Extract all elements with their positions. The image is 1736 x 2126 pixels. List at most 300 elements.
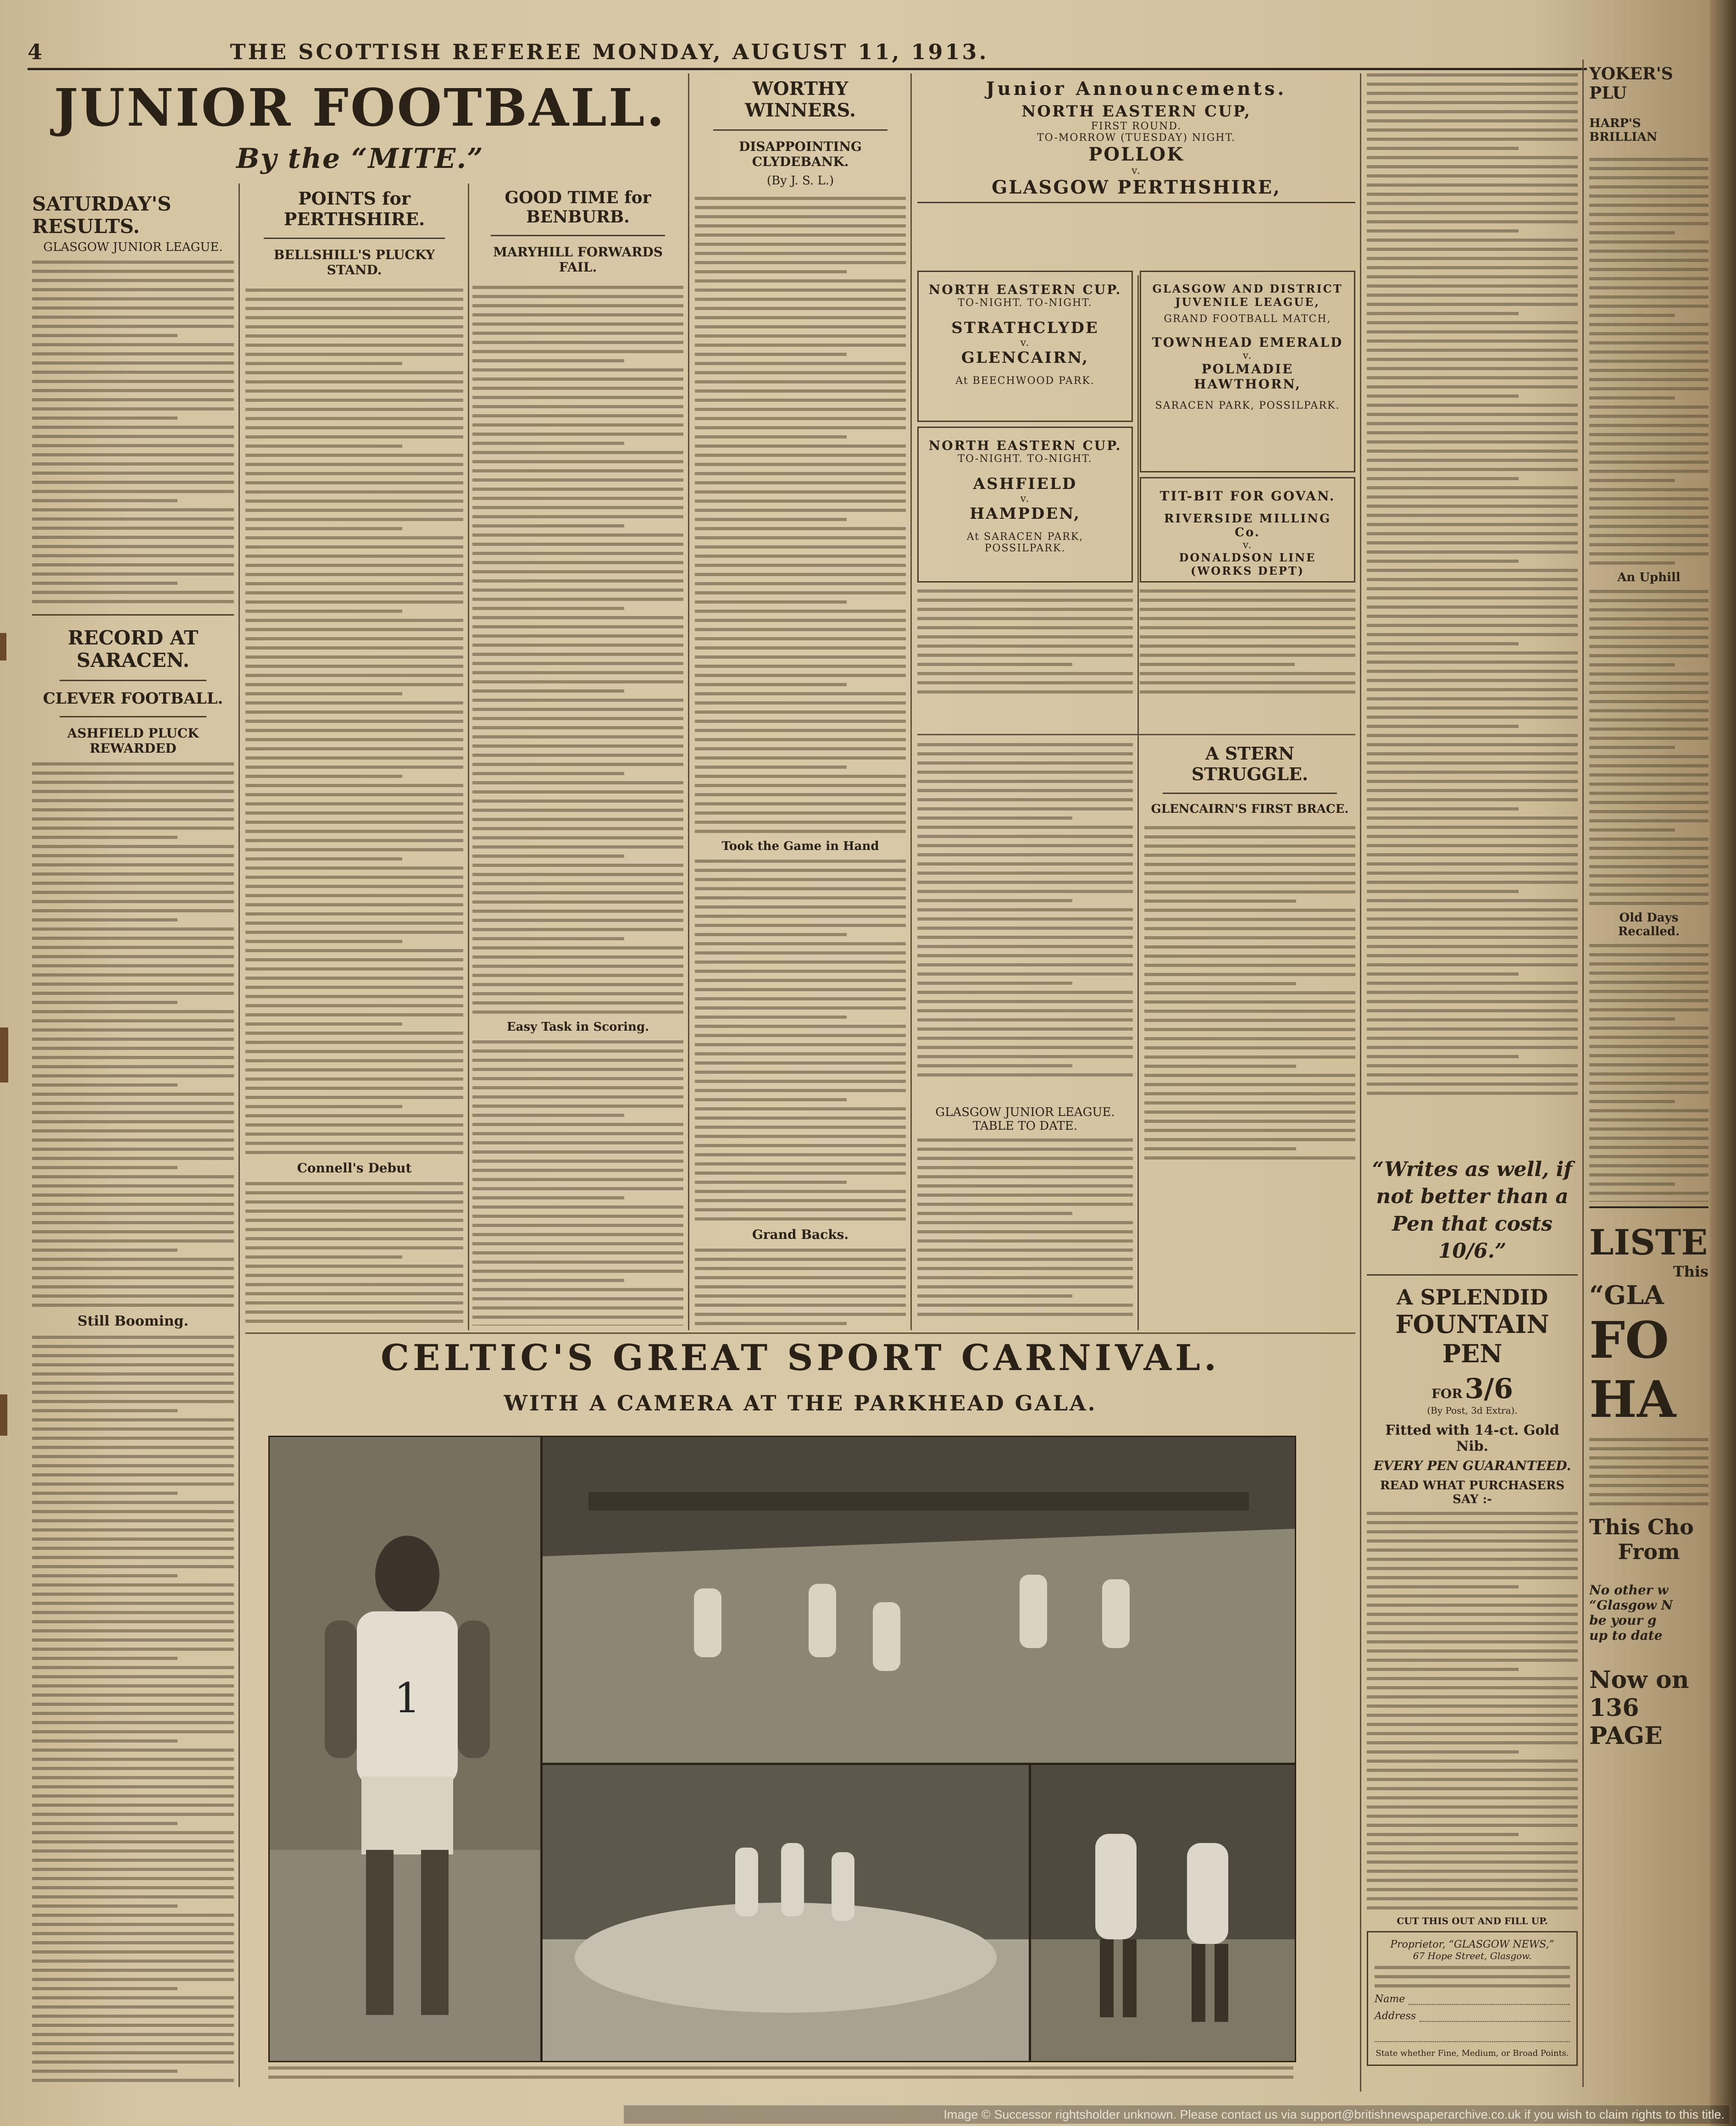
ad-cup: NORTH EASTERN CUP. (928, 438, 1122, 453)
text-line (32, 1794, 234, 1798)
text-line (695, 224, 906, 228)
text-line (32, 426, 234, 429)
text-line (32, 1418, 234, 1421)
text-line (695, 830, 906, 833)
text-line (1589, 1127, 1708, 1131)
text-line (472, 653, 683, 656)
text-line (1589, 360, 1708, 363)
text-line (1144, 899, 1296, 903)
text-line (1144, 1120, 1355, 1123)
text-line (1367, 211, 1578, 214)
text-line (472, 1001, 683, 1005)
text-line (917, 1148, 1133, 1151)
text-line (1144, 973, 1355, 976)
text-line (245, 1246, 463, 1249)
text-line (32, 918, 177, 921)
ad-team2: GLENCAIRN, (961, 349, 1089, 367)
text-line (917, 963, 1133, 966)
text-line (695, 399, 906, 402)
text-line (472, 1059, 683, 1062)
text-line (32, 2070, 177, 2073)
text-line (695, 665, 906, 668)
text-line (1367, 385, 1578, 389)
text-line (32, 1822, 177, 1825)
text-line (695, 1034, 906, 1037)
text-line (245, 545, 463, 549)
text-line (1589, 883, 1708, 887)
text-line (1367, 266, 1578, 269)
text-line (1367, 339, 1578, 343)
text-line (1144, 1037, 1355, 1040)
text-line (695, 1144, 906, 1147)
text-line (1367, 495, 1578, 499)
text-line (695, 472, 906, 475)
text-line (245, 866, 463, 870)
cut-heading-3: “GLA (1589, 1280, 1664, 1310)
column-rule (468, 183, 469, 1330)
ad-purchasers: READ WHAT PURCHASERS SAY :- (1380, 1478, 1565, 1506)
easy-task-text (472, 1040, 683, 1326)
cut-heading-5: HA (1589, 1370, 1676, 1429)
text-line (917, 599, 1133, 602)
ad-cup: NORTH EASTERN CUP. (928, 282, 1122, 297)
text-line (1367, 128, 1578, 132)
text-line (32, 845, 234, 848)
text-line (32, 1074, 234, 1077)
stern-subheading: GLENCAIRN'S FIRST BRACE. (1151, 802, 1349, 816)
pen-advert (1367, 1156, 1578, 2092)
section-title: JUNIOR FOOTBALL. (54, 78, 666, 138)
text-line (1367, 587, 1578, 590)
text-line (1367, 523, 1578, 526)
text-line (32, 1932, 234, 1935)
text-line (695, 426, 906, 429)
text-line (1589, 442, 1708, 445)
text-line (695, 417, 906, 420)
text-line (472, 900, 683, 904)
image-credit: Image © Successor rightsholder unknown. Please contact us via support@britishnewspaperarchive.co.uk if you wish to claim rights to this title. (624, 2105, 1729, 2124)
text-line (1367, 367, 1578, 370)
text-line (32, 1904, 177, 1908)
text-line (472, 588, 683, 592)
text-line (472, 818, 683, 821)
text-line (1589, 250, 1708, 253)
text-line (1367, 633, 1578, 636)
text-line (32, 1684, 234, 1687)
text-line (32, 1391, 234, 1394)
ad-venue: SARACEN PARK, POSSILPARK. (1155, 400, 1340, 411)
text-line (32, 1382, 234, 1385)
ad-box-strathclyde (917, 271, 1133, 422)
text-line (1144, 1010, 1355, 1013)
text-line (695, 1217, 906, 1221)
text-line (32, 1427, 234, 1431)
text-line (32, 1276, 234, 1279)
text-line (1144, 1046, 1355, 1049)
text-line (695, 573, 906, 576)
text-line (472, 598, 683, 601)
text-line (245, 655, 463, 659)
text-line (1589, 709, 1708, 712)
text-line (245, 1310, 463, 1314)
text-line (472, 377, 683, 381)
text-line (695, 1116, 906, 1120)
text-line (1367, 1512, 1578, 1515)
easy-task-heading: Easy Task in Scoring. (506, 1020, 649, 1034)
text-line (472, 992, 683, 995)
text-line (1589, 847, 1708, 850)
text-line (245, 1114, 463, 1117)
text-line (32, 545, 234, 548)
cut-heading-2: This (1673, 1263, 1708, 1280)
ad-box-govan (1140, 477, 1355, 583)
cut-heading-1: LISTE (1589, 1222, 1708, 1263)
text-line (695, 408, 906, 411)
text-line (1144, 1138, 1355, 1141)
text-line (32, 1804, 234, 1807)
text-line (472, 662, 683, 665)
text-line (1367, 330, 1578, 333)
text-line (1144, 872, 1355, 875)
text-line (1589, 1063, 1708, 1066)
text-line (245, 1087, 463, 1090)
text-line (472, 515, 683, 518)
text-line (245, 940, 402, 943)
text-line (695, 1171, 906, 1175)
torn-edge (0, 1027, 8, 1082)
text-line (245, 435, 463, 439)
text-line (1367, 1549, 1578, 1552)
text-line (32, 1193, 234, 1197)
text-line (32, 297, 234, 300)
text-line (32, 1510, 234, 1513)
text-line (1367, 413, 1578, 416)
text-line (1589, 783, 1708, 786)
text-line (695, 1258, 906, 1261)
text-line (1375, 1966, 1570, 1969)
page-number: 4 (28, 39, 45, 64)
text-line (1589, 856, 1708, 859)
text-line (32, 1813, 234, 1816)
cut-heading-8: No other w (1589, 1582, 1669, 1598)
text-line (695, 1285, 906, 1288)
text-line (1589, 1054, 1708, 1057)
text-line (1144, 1000, 1355, 1004)
text-line (1367, 312, 1519, 315)
text-line (1367, 816, 1578, 820)
text-line (1367, 1649, 1578, 1653)
text-line (1589, 323, 1708, 326)
yoker-heading: YOKER'S PLU (1589, 64, 1673, 103)
text-line (32, 1446, 234, 1449)
text-line (1367, 248, 1578, 251)
text-line (1367, 193, 1578, 196)
text-line (245, 628, 463, 631)
text-line (245, 958, 463, 961)
text-line (1589, 552, 1708, 555)
text-line (1144, 982, 1296, 985)
text-line (472, 1160, 683, 1163)
text-line (32, 1840, 234, 1843)
text-line (1367, 202, 1578, 205)
text-line (695, 1107, 906, 1110)
text-line (472, 1178, 683, 1181)
results-heading: SATURDAY'S RESULTS. (32, 193, 172, 238)
column-1 (32, 193, 234, 2082)
text-line (472, 506, 683, 509)
text-line (32, 1730, 234, 1733)
text-line (1367, 1567, 1578, 1570)
text-line (472, 469, 683, 472)
text-line (1589, 810, 1708, 813)
text-line (1367, 440, 1578, 444)
text-line (32, 1996, 234, 1999)
text-line (472, 1215, 683, 1218)
text-line (472, 1077, 683, 1080)
text-line (1367, 1659, 1578, 1662)
text-line (695, 793, 906, 796)
text-line (695, 380, 906, 383)
text-line (472, 1010, 683, 1014)
text-line (32, 1239, 234, 1243)
text-line (917, 908, 1133, 911)
text-line (695, 1025, 906, 1028)
text-line (32, 1038, 234, 1041)
text-line (1589, 801, 1708, 804)
text-line (32, 1363, 234, 1366)
text-line (1589, 1082, 1708, 1085)
text-line (32, 1638, 234, 1642)
announce-team2: GLASGOW PERTHSHIRE, (992, 177, 1281, 198)
text-line (245, 1123, 463, 1127)
text-line (32, 1372, 234, 1376)
text-line (1367, 83, 1578, 86)
text-line (32, 499, 177, 502)
text-line (32, 1923, 234, 1926)
text-line (1589, 1118, 1708, 1121)
text-line (1144, 1065, 1296, 1068)
ad-vs: v. (1020, 337, 1030, 349)
text-line (1589, 999, 1708, 1002)
text-line (1367, 761, 1578, 765)
text-line (32, 1675, 234, 1678)
text-line (695, 1249, 906, 1252)
text-line (32, 2033, 234, 2036)
text-line (1367, 1631, 1578, 1634)
text-line (32, 1175, 234, 1178)
text-line (245, 573, 463, 576)
text-line (1589, 332, 1708, 335)
grand-backs-text (695, 1249, 906, 1326)
text-line (695, 988, 906, 991)
text-line (472, 699, 683, 702)
text-line (1589, 1036, 1708, 1039)
worthy-text (695, 197, 906, 833)
text-line (695, 353, 847, 356)
text-line (1144, 826, 1355, 829)
text-line (1367, 1576, 1578, 1579)
text-line (695, 729, 906, 732)
text-line (245, 793, 463, 796)
text-line (1144, 909, 1355, 912)
text-line (472, 1123, 683, 1126)
text-line (32, 1583, 234, 1587)
ad-guarantee: EVERY PEN GUARANTEED. (1373, 1458, 1571, 1473)
text-line (1589, 1072, 1708, 1076)
text-line (245, 967, 463, 971)
text-line (472, 350, 683, 353)
text-line (695, 610, 906, 613)
text-line (917, 1073, 1133, 1077)
text-line (32, 2051, 234, 2054)
text-line (695, 1162, 906, 1166)
text-line (1144, 854, 1355, 857)
text-line (1367, 1640, 1578, 1643)
text-line (917, 1267, 1133, 1270)
text-line (32, 380, 234, 383)
text-line (472, 616, 683, 619)
text-line (472, 1297, 683, 1300)
took-game-text (695, 860, 906, 1221)
text-line (472, 1251, 683, 1255)
text-line (32, 1767, 234, 1770)
ad-box-juvenile (1140, 271, 1355, 472)
text-line (1589, 194, 1708, 198)
text-line (32, 1693, 234, 1697)
text-line (245, 334, 463, 338)
text-line (32, 1212, 234, 1215)
text-line (472, 304, 683, 307)
text-line (472, 423, 683, 427)
text-line (1367, 725, 1519, 728)
text-line (472, 1260, 683, 1264)
text-line (1589, 1475, 1708, 1478)
text-line (268, 2066, 1293, 2070)
text-line (245, 527, 402, 530)
text-line (1367, 697, 1578, 700)
text-line (1144, 1147, 1296, 1150)
text-line (245, 1191, 463, 1194)
text-line (695, 545, 906, 549)
text-line (32, 1739, 177, 1743)
text-line (32, 1969, 234, 1972)
text-line (1367, 651, 1578, 655)
text-line (917, 1037, 1133, 1040)
text-line (917, 1230, 1133, 1233)
text-line (32, 1501, 234, 1504)
text-line (1589, 350, 1708, 354)
text-line (472, 726, 683, 729)
text-line (32, 1336, 234, 1339)
text-line (32, 1028, 234, 1032)
text-line (917, 1046, 1133, 1049)
text-line (472, 1049, 683, 1053)
text-line (32, 1849, 234, 1853)
text-line (1589, 387, 1708, 390)
masthead-title: THE SCOTTISH REFEREE MONDAY, AUGUST 11, 1913. (230, 39, 989, 64)
text-line (917, 626, 1133, 629)
ad-team2: POLMADIE HAWTHORN, (1194, 361, 1301, 392)
ad-when: TO-NIGHT. TO-NIGHT. (958, 297, 1093, 309)
photo-applegarth (268, 1436, 542, 2062)
text-line (1367, 1082, 1578, 1086)
text-line (1589, 295, 1708, 299)
text-line (32, 1859, 234, 1862)
text-line (917, 635, 1133, 638)
text-line (1367, 101, 1578, 104)
torn-edge (0, 1394, 7, 1436)
text-line (32, 527, 234, 530)
text-line (472, 488, 683, 491)
text-line (1367, 394, 1519, 398)
text-line (245, 444, 402, 448)
text-line (1589, 1155, 1708, 1158)
text-line (472, 286, 683, 289)
text-line (1367, 239, 1578, 242)
text-line (695, 261, 906, 264)
text-line (32, 946, 234, 949)
text-line (1367, 486, 1578, 489)
text-line (472, 845, 683, 849)
page-edge-shadow (1710, 0, 1736, 2126)
text-line (1589, 461, 1708, 464)
text-line (245, 857, 402, 860)
text-line (695, 435, 847, 439)
text-line (245, 426, 463, 429)
text-line (32, 909, 234, 912)
table-subheading: TABLE TO DATE. (972, 1119, 1078, 1133)
text-line (917, 617, 1133, 620)
text-line (917, 853, 1133, 856)
table-heading: GLASGOW JUNIOR LEAGUE. (935, 1105, 1115, 1119)
text-line (917, 1193, 1133, 1197)
text-line (1589, 1100, 1675, 1103)
text-line (695, 289, 906, 292)
text-line (32, 261, 234, 264)
text-line (32, 964, 234, 967)
text-line (245, 701, 463, 705)
text-line (472, 708, 683, 711)
text-line (245, 784, 463, 787)
ad-address: 67 Hope Street, Glasgow. (1413, 1950, 1532, 1961)
text-line (1367, 1585, 1519, 1588)
glasgow-junior-table (917, 1105, 1133, 1326)
text-line (1367, 183, 1578, 187)
text-line (695, 775, 906, 778)
text-line (917, 871, 1133, 875)
column-rule (1360, 73, 1361, 2092)
text-line (1589, 1192, 1708, 1195)
text-line (695, 591, 906, 594)
text-line (1589, 838, 1708, 841)
text-line (917, 1294, 1072, 1298)
text-line (1367, 1695, 1578, 1699)
text-line (32, 799, 234, 802)
text-line (695, 802, 906, 805)
text-line (32, 279, 234, 282)
ad-state: State whether Fine, Medium, or Broad Points. (1375, 2048, 1569, 2058)
text-line (1589, 764, 1708, 767)
text-line (245, 692, 402, 695)
text-line (695, 942, 906, 945)
name-field (1375, 1993, 1570, 2005)
text-line (472, 313, 683, 316)
text-line (695, 701, 906, 705)
text-line (472, 497, 683, 500)
text-line (917, 654, 1133, 657)
text-line (32, 1950, 234, 1954)
ad-price: 3/6 (1464, 1372, 1514, 1405)
